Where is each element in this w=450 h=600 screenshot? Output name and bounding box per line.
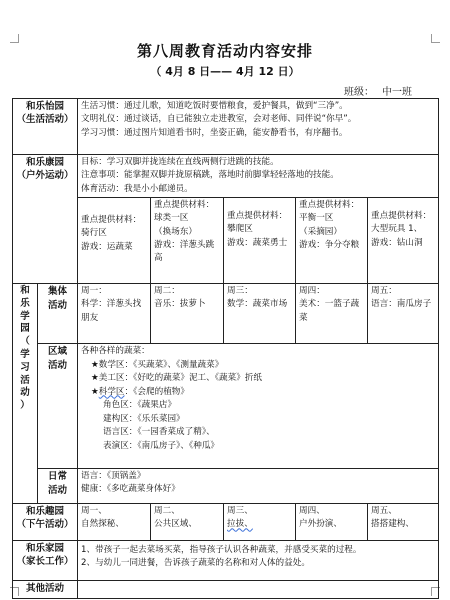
daily-line: 语言：《顶锅盖》 <box>81 470 146 481</box>
row-outdoor-goal <box>13 155 439 198</box>
life-header: 和乐怡园 （生活活动） <box>13 99 78 155</box>
family-content <box>78 540 439 580</box>
area-item: 角色区：《蔬果店》 <box>103 400 177 411</box>
area-item: 表演区：《南瓜房子》、《种瓜》 <box>103 440 220 451</box>
area-item: ★数学区：《买蔬菜》、《测量蔬菜》 <box>91 359 224 370</box>
outdoor-line: 体育活动：我是小小邮递员。 <box>81 183 193 194</box>
star-icon: ★ <box>91 373 99 384</box>
class-info <box>344 83 416 99</box>
area-content <box>78 343 439 468</box>
outdoor-area-cell: 重点提供材料：骑行区 游戏：运蔬菜 <box>78 197 151 283</box>
row-interest <box>13 503 439 540</box>
outdoor-header: 和乐康园 （户外运动） <box>13 155 78 284</box>
area-label: 区域 活动 <box>38 343 78 468</box>
row-family <box>13 540 439 580</box>
interest-day-cell: 周二、 公共区域、 <box>151 503 224 540</box>
life-line: 学习习惯：通过图片知道看书时，坐姿正确，能安静看书，有序翻书。 <box>81 127 348 138</box>
area-item: 建构区：《乐乐菜园》 <box>103 413 185 424</box>
daily-content <box>78 468 439 503</box>
life-line: 文明礼仪：通过谈话，自已能独立走进教室，会对老师、同伴说“你早”。 <box>81 114 357 125</box>
outdoor-area-cell: 重点提供材料：攀爬区 游戏：蔬菜勇士 <box>224 197 296 283</box>
date-range: （ 4月 8 日—— 4月 12 日） <box>150 65 300 78</box>
class-label: 班级： <box>344 87 374 98</box>
family-header: 和乐家园 （家长工作） <box>13 540 78 580</box>
interest-header: 和乐趣园 （下午活动） <box>13 503 78 540</box>
collective-day-cell: 周三： 数学：蔬菜市场 <box>224 283 296 343</box>
other-content <box>78 580 439 598</box>
life-content <box>78 99 439 155</box>
interest-day-cell: 周三、 拉拔、 <box>224 503 296 540</box>
daily-line: 健康：《多吃蔬菜身体好》 <box>81 484 180 495</box>
star-icon: ★ <box>91 386 99 397</box>
row-area <box>13 343 439 468</box>
learning-header: 和 乐 学 园 （ 学 习 活 动 ） <box>13 283 38 503</box>
schedule-table <box>12 98 439 599</box>
family-line: 1、带孩子一起去菜场买菜，指导孩子认识各种蔬菜，并感受买菜的过程。 <box>81 544 362 555</box>
area-item: ★科学区：《会爬的植物》 <box>91 386 189 397</box>
star-icon: ★ <box>91 359 99 370</box>
outdoor-area-cell: 重点提供材料：平衡一区 （采摘园） 游戏：争分夺粮 <box>296 197 368 283</box>
collective-day-cell: 周四： 美术：一篮子蔬菜 <box>296 283 368 343</box>
collective-day-cell: 周二： 音乐：拔萝卜 <box>151 283 224 343</box>
row-other <box>13 580 439 598</box>
row-life <box>13 99 439 155</box>
outdoor-line: 目标：学习双脚并拢连续在直线两侧行进跳的技能。 <box>81 157 279 167</box>
collective-day-cell: 周一： 科学：洋葱头找朋友 <box>78 283 151 343</box>
row-collective <box>13 283 439 343</box>
collective-day-cell: 周五： 语言：南瓜房子 <box>368 283 439 343</box>
page-title: 第八周教育活动内容安排 <box>136 42 313 60</box>
interest-day-cell: 周五、 搭搭建构、 <box>368 503 439 540</box>
area-intro: 各种各样的蔬菜： <box>81 345 150 356</box>
area-item: ★美工区：《好吃的蔬菜》泥工、《蔬菜》折纸 <box>91 373 263 384</box>
life-line: 生活习惯：通过儿歌，知道吃饭时要惜粮食，爱护餐具，做到“三净”。 <box>81 101 348 111</box>
collective-label: 集体 活动 <box>38 283 78 343</box>
outdoor-area-cell: 重点提供材料：大型玩具 1、 游戏：钻山洞 <box>368 197 439 283</box>
outdoor-line: 注意事项：能掌握双脚并拢原稿跳，落地时前脚掌轻轻落地的技能。 <box>81 170 339 181</box>
interest-day-cell: 周一、 自然探秘、 <box>78 503 151 540</box>
row-daily <box>13 468 439 503</box>
interest-day-cell: 周四、 户外扮演、 <box>296 503 368 540</box>
other-header: 其他活动 <box>13 580 78 598</box>
outdoor-area-cell: 重点提供材料：球类一区 （换场东） 游戏：洋葱头跳高 <box>151 197 224 283</box>
family-line: 2、与幼儿一同进餐，告诉孩子蔬菜的名称和对人体的益处。 <box>81 558 310 569</box>
outdoor-goal <box>78 155 439 198</box>
area-item: 语言区：《一园香菜成了精》、 <box>103 427 215 438</box>
daily-label: 日常 活动 <box>38 468 78 503</box>
class-value: 中一班 <box>378 83 416 99</box>
